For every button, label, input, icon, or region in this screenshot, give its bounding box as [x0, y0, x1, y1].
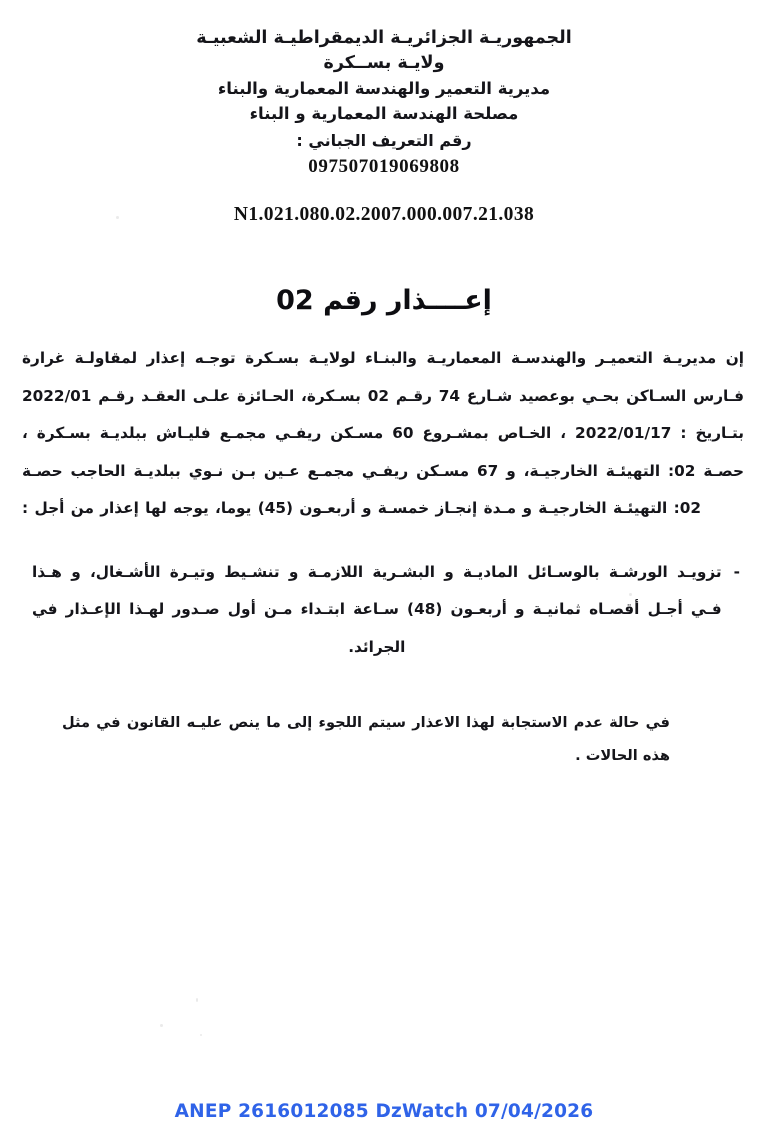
intro-paragraph: إن مديريـة التعميـر والهندسـة المعماريـة والبنـاء لولايـة بسـكرة توجـه إعذار لمقاولـة غرارة فـارس السـاكن بحـي بوعصيد شـارع 74 رقـم 02 بسـكرة، الحـائزة علـى العقـد رقـم 2022/01 بتـاريخ : 2022/01/17 ، الخـاص بمشـروع 60 مسـكن ريفـي مجمـع فليـاش ببلديـة بسـكرة ، حصـة 02: التهيئـة الخارجيـة، و 67 مسـكن ريفـي مجمـع عـين بـن نـوي ببلديـة الحاجب حصـة 02: التهيئـة الخارجيـة و مـدة إنجـاز خمسـة و أربعـون (45) يوما، يوجه لها إعذار من أجل : [22, 349, 744, 517]
page-title: إعــــذار رقم 02 [276, 285, 492, 316]
clause-text: تزويـد الورشـة بالوسـائل الماديـة و البشـرية اللازمـة و تنشـيط وتيـرة الأشـغال، و هـذا فـي أجـل أقصـاه ثمانيـة و أربعـون (48) سـاعة ابتـداء مـن أول صـدور لهـذا الإعـذار في الجرائد. [32, 562, 722, 656]
tax-id-label: رقم التعريف الجباني : [296, 131, 472, 150]
header-service-line: مصلحة الهندسة المعمارية و البناء [249, 104, 519, 123]
closing-paragraph: في حالة عدم الاستجابة لهذا الاعذار سيتم اللجوء إلى ما ينص عليـه القانون في مثل هذه الحالات . [62, 714, 670, 764]
scan-speck [196, 998, 198, 1002]
anep-reference: ANEP 2616012085 DzWatch 07/04/2026 [174, 1101, 594, 1122]
clause-bullet: - [733, 562, 740, 581]
document-body [0, 340, 768, 772]
scan-speck [160, 1024, 163, 1027]
closing-block [22, 706, 744, 772]
header-directorate-line: مديرية التعمير والهندسة المعمارية والبناء [217, 79, 551, 98]
requirement-clause [22, 554, 744, 667]
tax-id-value: 097507019069808 [308, 156, 460, 177]
header-republic-line: الجمهوريـة الجزائريـة الديمقراطيـة الشعبيـة [196, 28, 572, 48]
header-wilaya-line: ولايـة بســكرة [323, 53, 445, 73]
document-footer [0, 1101, 768, 1122]
document-header [0, 0, 768, 228]
scan-speck [200, 1034, 202, 1036]
reference-number: N1.021.080.02.2007.000.007.21.038 [233, 204, 535, 225]
